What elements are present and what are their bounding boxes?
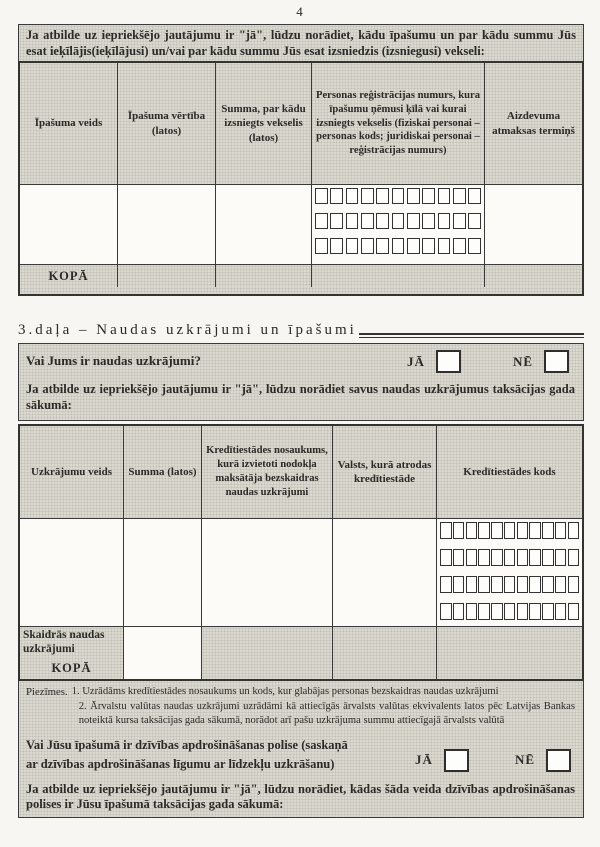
savings-table-header-row (20, 426, 582, 519)
total-blocked-cell (437, 657, 582, 679)
code-cell[interactable] (555, 549, 567, 566)
code-cell[interactable] (376, 213, 389, 229)
total-blocked-cell (333, 657, 437, 679)
total-bill-sum-cell[interactable] (216, 265, 312, 287)
savings-yes-checkbox[interactable] (436, 350, 461, 373)
savings-question-row (26, 350, 575, 373)
savings-yes-group (407, 350, 461, 373)
insurance-yes-checkbox[interactable] (444, 749, 469, 772)
header-loan-repayment-term: Aizdevuma atmaksas termiņš (485, 63, 582, 185)
header-property-value: Īpašuma vērtība (latos) (118, 63, 216, 185)
savings-question-label: Vai Jums ir naudas uzkrājumi? (26, 353, 201, 369)
code-cell[interactable] (529, 576, 541, 593)
code-cell-row (440, 603, 579, 620)
insurance-intro-paragraph: Ja atbilde uz iepriekšējo jautājumu ir "jā", lūdzu norādiet, kādas šāda veida dzīvības apdrošināšanas polises ir Jūsu īpašumā taksācijas gada sākumā: (26, 781, 575, 812)
insurance-question-row (26, 738, 575, 773)
savings-no-group (513, 350, 569, 373)
savings-table-input-row (20, 519, 582, 627)
code-cell[interactable] (491, 576, 503, 593)
savings-table-total-row (20, 657, 582, 679)
notes-label: Piezīmes. (26, 686, 68, 698)
code-cell[interactable] (517, 522, 529, 539)
header-savings-type: Uzkrājumu veids (20, 426, 124, 519)
code-cell[interactable] (504, 603, 516, 620)
input-credit-institution-name[interactable] (202, 519, 333, 627)
pledge-table-header-row (20, 63, 582, 185)
insurance-yes-group (415, 749, 469, 772)
heading-rule (359, 333, 584, 338)
cash-savings-blocked-cell (437, 627, 582, 659)
code-cell[interactable] (361, 238, 374, 254)
note-1: 1. Uzrādāms kredītiestādes nosaukums un kods, kur glabājas personas bezskaidras naudas uzkrājumi (71, 686, 499, 697)
savings-question-box (18, 343, 584, 421)
code-cell[interactable] (504, 522, 516, 539)
notes-block (26, 685, 575, 729)
header-bill-sum: Summa, par kādu izsniegts vekselis (latos) (216, 63, 312, 185)
input-loan-repayment-term[interactable] (485, 185, 582, 265)
code-cell[interactable] (466, 603, 478, 620)
yes-label: JĀ (415, 752, 433, 768)
code-cell[interactable] (376, 188, 389, 204)
cash-savings-row (20, 627, 582, 657)
bottom-section (18, 681, 584, 818)
total-registration-cell (312, 265, 485, 287)
input-person-registration-number[interactable] (312, 185, 485, 265)
code-cell[interactable] (568, 549, 580, 566)
code-cell[interactable] (478, 549, 490, 566)
code-cell[interactable] (555, 522, 567, 539)
header-amount: Summa (latos) (124, 426, 202, 519)
code-cell[interactable] (491, 549, 503, 566)
code-cell[interactable] (478, 576, 490, 593)
notes-items (72, 685, 575, 729)
code-cell[interactable] (315, 188, 328, 204)
code-cell[interactable] (346, 238, 359, 254)
code-cell-row (440, 549, 579, 566)
input-bill-sum[interactable] (216, 185, 312, 265)
note-2: 2. Ārvalstu valūtas naudas uzkrājumi uzrādāmi kā attiecīgās ārvalsts valūtas ekvivalents latos pēc Latvijas Bankas noteiktā kursa taksācijas gada sākumā, norādot arī pašu uzkrājuma summu attiecīgajā ārvalsts valūtā (78, 700, 575, 727)
input-property-value[interactable] (118, 185, 216, 265)
code-cell-row (440, 576, 579, 593)
code-cell[interactable] (407, 213, 420, 229)
code-cell[interactable] (491, 603, 503, 620)
total-term-cell (485, 265, 582, 287)
section3-heading-row (18, 317, 584, 339)
insurance-no-checkbox[interactable] (546, 749, 571, 772)
insurance-question-text (26, 738, 398, 773)
code-cell[interactable] (542, 522, 554, 539)
code-cell-row (440, 522, 579, 539)
code-cell[interactable] (438, 238, 451, 254)
code-cell[interactable] (392, 213, 405, 229)
code-cell[interactable] (468, 238, 481, 254)
pledge-table (18, 61, 584, 296)
code-cell[interactable] (466, 549, 478, 566)
code-cell[interactable] (542, 549, 554, 566)
code-cell[interactable] (568, 603, 580, 620)
code-cell[interactable] (330, 188, 343, 204)
total-label-cell (20, 265, 118, 287)
code-cell[interactable] (568, 522, 580, 539)
total-property-value-cell[interactable] (118, 265, 216, 287)
code-cell[interactable] (555, 576, 567, 593)
cash-savings-label: Skaidrās naudas uzkrājumi (20, 627, 124, 659)
header-credit-institution-name: Kredītiestādes nosaukums, kurā izvietoti nodokļa maksātāja bezskaidras naudas uzkrājumi (202, 426, 333, 519)
no-label: NĒ (514, 752, 535, 768)
code-cell[interactable] (330, 238, 343, 254)
code-cell[interactable] (468, 188, 481, 204)
code-cell[interactable] (422, 213, 435, 229)
code-cell[interactable] (453, 238, 466, 254)
header-credit-institution-code: Kredītiestādes kods (437, 426, 582, 519)
code-cell-row (315, 188, 481, 204)
insurance-question-line2: ar dzīvības apdrošināšanas līgumu ar līdzekļu uzkrāšanu) (26, 757, 335, 772)
code-cell[interactable] (466, 576, 478, 593)
code-cell[interactable] (315, 213, 328, 229)
total-label-cell (20, 657, 124, 679)
code-cell-row (315, 238, 481, 254)
code-cell[interactable] (422, 238, 435, 254)
cash-savings-amount-cell[interactable] (124, 627, 202, 659)
code-cell[interactable] (453, 576, 465, 593)
code-cell[interactable] (491, 522, 503, 539)
code-cell[interactable] (438, 188, 451, 204)
code-cell[interactable] (453, 549, 465, 566)
code-cell[interactable] (568, 576, 580, 593)
total-blocked-cell (202, 657, 333, 679)
code-cell[interactable] (346, 213, 359, 229)
total-label: KOPĀ (51, 660, 92, 675)
table-footer-strip (20, 287, 582, 294)
code-cell[interactable] (468, 213, 481, 229)
code-cell[interactable] (517, 603, 529, 620)
insurance-no-group (515, 749, 571, 772)
code-cell[interactable] (529, 603, 541, 620)
savings-table (18, 424, 584, 681)
code-cell[interactable] (407, 238, 420, 254)
code-cell[interactable] (315, 238, 328, 254)
cash-savings-blocked-cell (202, 627, 333, 659)
no-label: NĒ (512, 353, 533, 369)
code-cell[interactable] (440, 576, 452, 593)
input-property-type[interactable] (20, 185, 118, 265)
total-amount-cell[interactable] (124, 657, 202, 679)
pledge-table-total-row (20, 265, 582, 287)
code-cell[interactable] (392, 238, 405, 254)
input-credit-institution-code[interactable] (437, 519, 582, 627)
page-number: 4 (296, 4, 304, 19)
code-cell[interactable] (478, 603, 490, 620)
code-cell[interactable] (438, 213, 451, 229)
code-cell[interactable] (555, 603, 567, 620)
code-cell[interactable] (407, 188, 420, 204)
yes-label: JĀ (407, 353, 425, 369)
code-cell[interactable] (504, 549, 516, 566)
code-cell[interactable] (440, 522, 452, 539)
code-cell[interactable] (440, 603, 452, 620)
code-cell[interactable] (517, 576, 529, 593)
code-cell[interactable] (542, 603, 554, 620)
code-cell[interactable] (361, 213, 374, 229)
code-cell[interactable] (466, 522, 478, 539)
header-person-registration-number: Personas reģistrācijas numurs, kura īpašumu ņēmusi ķīlā vai kurai izsniegts vekselis (fiziskai personai – personas kods; juridiskai personai – reģistrācijas numurs) (312, 63, 485, 185)
code-cell[interactable] (346, 188, 359, 204)
code-cell[interactable] (529, 549, 541, 566)
code-cell[interactable] (453, 213, 466, 229)
form-frame (18, 24, 584, 818)
code-cell[interactable] (330, 213, 343, 229)
total-label: KOPĀ (48, 268, 89, 283)
pledge-intro-paragraph: Ja atbilde uz iepriekšējo jautājumu ir "jā", lūdzu norādiet, kādu īpašumu un par kādu summu Jūs esat ieķīlājis(ieķīlājusi) un/vai par kādu summu Jūs esat izsniedzis (izsniegusi) vekseli: (18, 24, 584, 61)
code-cell[interactable] (440, 549, 452, 566)
input-amount[interactable] (124, 519, 202, 627)
savings-intro-paragraph: Ja atbilde uz iepriekšējo jautājumu ir "jā", lūdzu norādiet savus naudas uzkrājumus taksācijas gada sākumā: (26, 382, 575, 412)
code-cell[interactable] (529, 522, 541, 539)
code-cell[interactable] (517, 549, 529, 566)
savings-no-checkbox[interactable] (544, 350, 569, 373)
section3-title: 3.daļa – Naudas uzkrājumi un īpašumi (18, 322, 357, 338)
input-country[interactable] (333, 519, 437, 627)
cash-savings-blocked-cell (333, 627, 437, 659)
code-cell[interactable] (542, 576, 554, 593)
code-cell[interactable] (422, 188, 435, 204)
code-cell[interactable] (453, 522, 465, 539)
code-cell-row (315, 213, 481, 229)
header-country: Valsts, kurā atrodas kredītiestāde (333, 426, 437, 519)
input-savings-type[interactable] (20, 519, 124, 627)
code-cell[interactable] (453, 603, 465, 620)
code-cell[interactable] (361, 188, 374, 204)
header-property-type: Īpašuma veids (20, 63, 118, 185)
code-cell[interactable] (478, 522, 490, 539)
pledge-table-input-row (20, 185, 582, 265)
code-cell[interactable] (453, 188, 466, 204)
code-cell[interactable] (504, 576, 516, 593)
code-cell[interactable] (376, 238, 389, 254)
code-cell[interactable] (392, 188, 405, 204)
insurance-question-line1: Vai Jūsu īpašumā ir dzīvības apdrošināšanas polise (saskaņā (26, 737, 348, 752)
